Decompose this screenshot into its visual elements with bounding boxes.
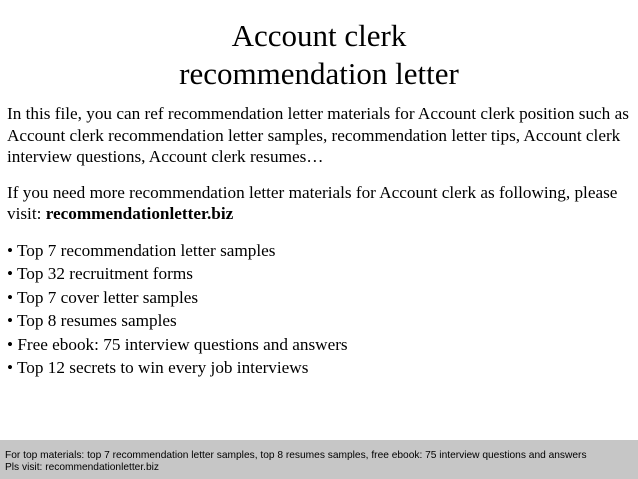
title-line-1: Account clerk [231,18,407,53]
list-item: • Top 8 resumes samples [7,311,177,330]
title-line-2: recommendation letter [179,56,459,91]
list-item: • Top 12 secrets to win every job interviews [7,358,309,377]
footer-line-1: For top materials: top 7 recommendation letter samples, top 8 resumes samples, free ebook: 75 interview questions and answers [5,450,587,461]
body-content [7,103,635,380]
footer-bar [0,440,638,479]
list-item: • Top 7 recommendation letter samples [7,240,276,260]
list-item: • Top 7 cover letter samples [7,287,199,307]
list-item: • Top 32 recruitment forms [7,264,193,283]
website-link[interactable]: recommendationletter.biz [45,204,234,223]
bullet-list [7,239,635,380]
more-text: If you need more recommendation letter materials for Account clerk as following, please visit: [7,182,618,223]
more-paragraph [7,182,635,225]
footer-line-2: Pls visit: recommendationletter.biz [5,462,160,473]
intro-paragraph: In this file, you can ref recommendation letter materials for Account clerk position such as Account clerk recommendation letter samples, recommendation letter tips, Account clerk interview questions, Account clerk resumes… [7,104,629,166]
page-title [0,17,638,93]
list-item: • Free ebook: 75 interview questions and answers [7,334,348,354]
